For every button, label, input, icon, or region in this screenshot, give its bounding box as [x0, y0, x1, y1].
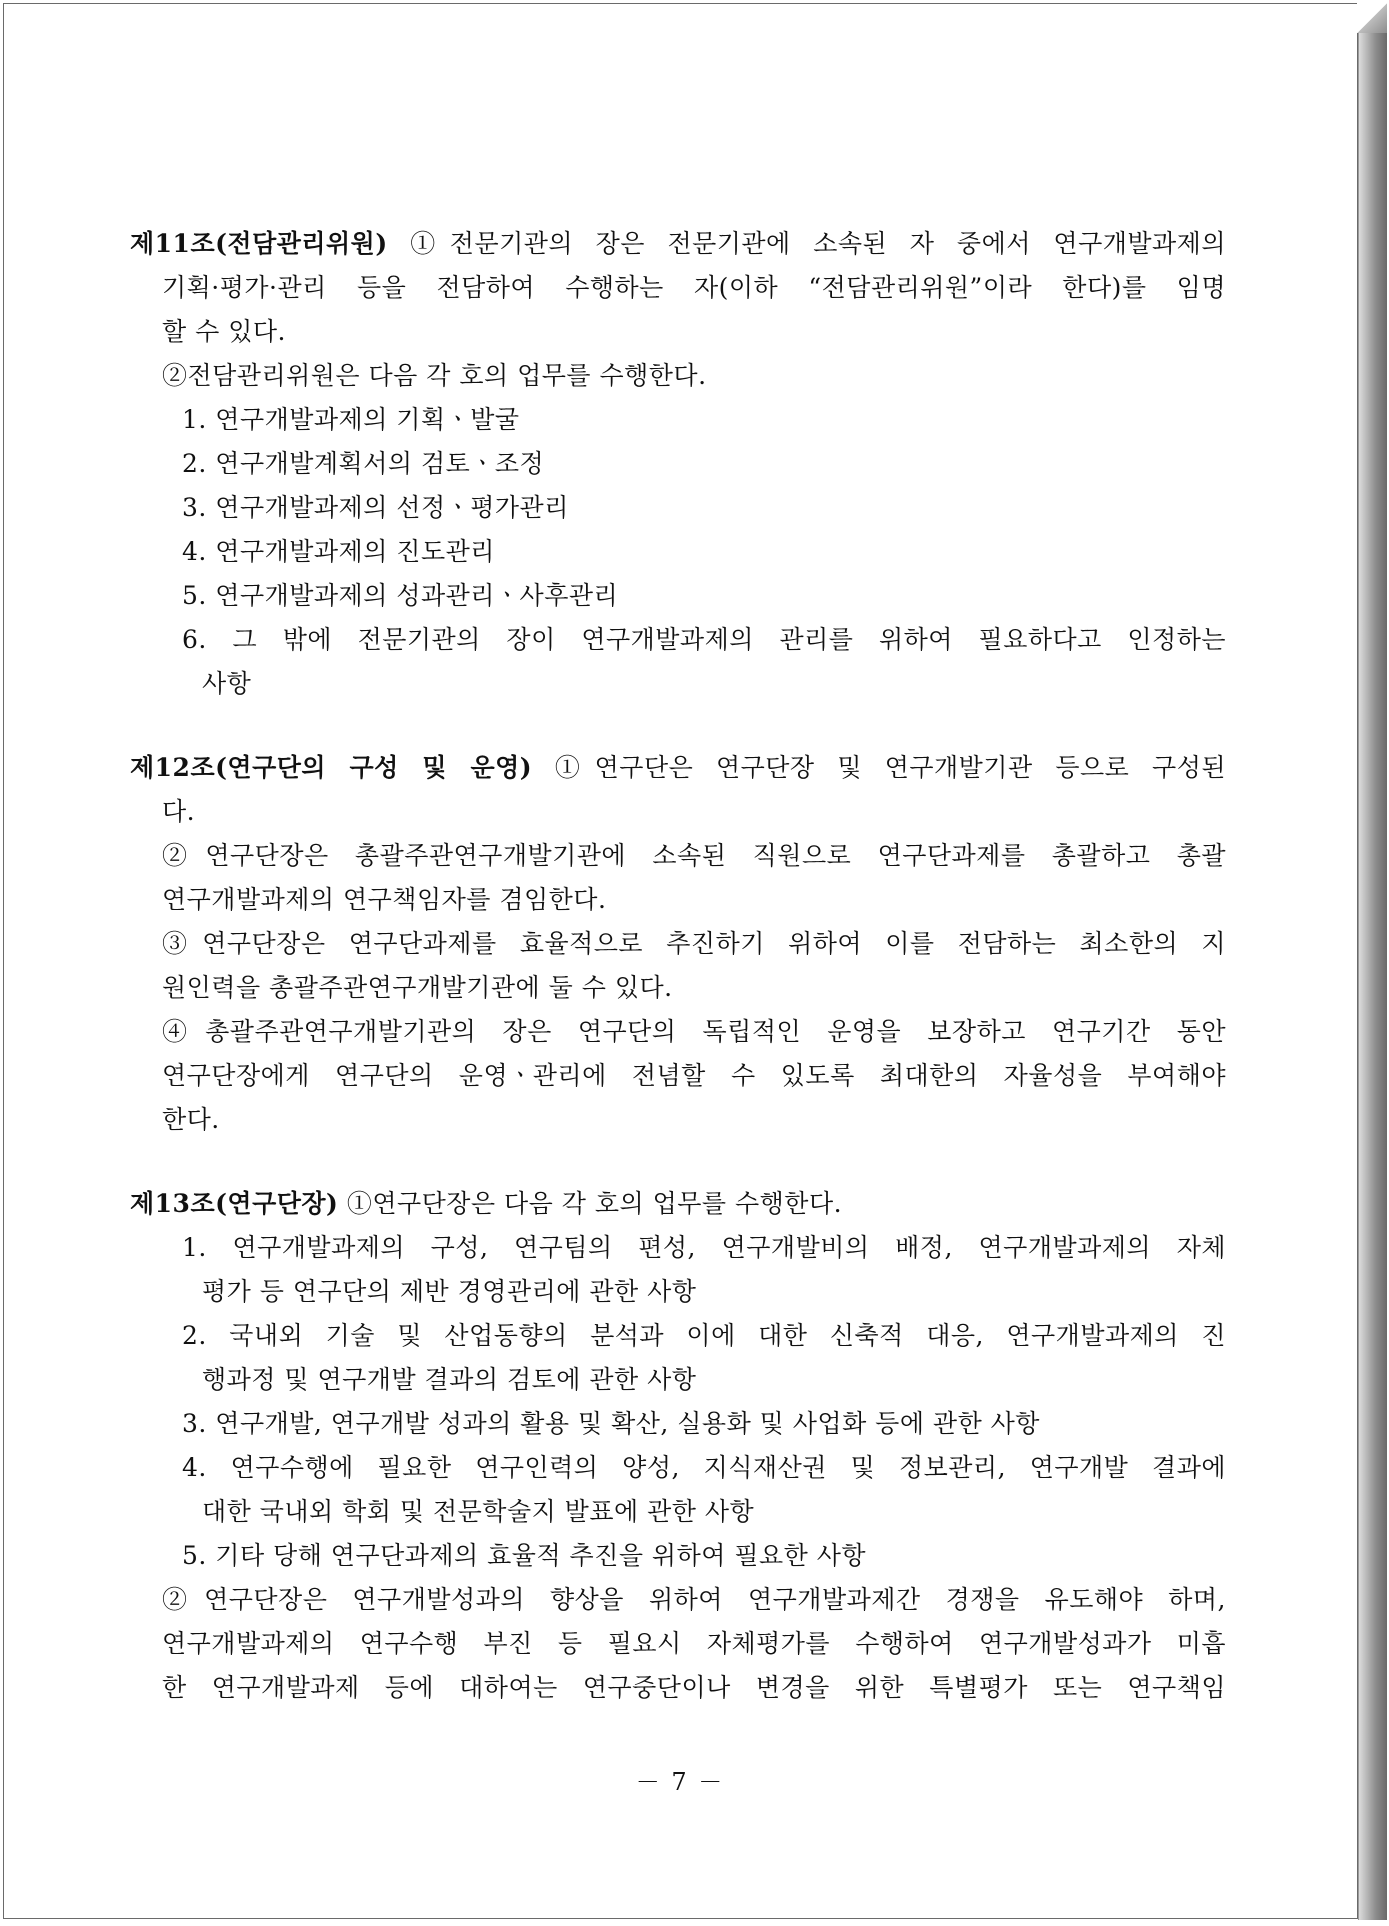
article-13: [130, 1182, 1226, 1710]
article-13-text: ①연구단장은 다음 각 호의 업무를 수행한다.: [346, 1189, 843, 1218]
article-11-item-6-cont: 사항: [202, 669, 252, 698]
article-12-line: 연구단장에게 연구단의 운영ㆍ관리에 전념할 수 있도록 최대한의 자율성을 부여해야: [162, 1061, 1226, 1090]
article-13-line: 연구개발과제의 연구수행 부진 등 필요시 자체평가를 수행하여 연구개발성과가 미흡: [162, 1629, 1226, 1658]
article-12-line: 다.: [162, 797, 196, 826]
article-12-line: 한다.: [162, 1105, 220, 1134]
article-12-first-line: [130, 746, 1226, 790]
article-11-line: 기획·평가·관리 등을 전담하여 수행하는 자(이하 “전담관리위원”이라 한다)를 임명: [162, 273, 1226, 302]
article-13-item-1: 1. 연구개발과제의 구성, 연구팀의 편성, 연구개발비의 배정, 연구개발과제의 자체: [182, 1233, 1226, 1262]
article-11-item-1: 1. 연구개발과제의 기획ㆍ발굴: [182, 405, 520, 434]
article-13-item-3: 3. 연구개발, 연구개발 성과의 활용 및 확산, 실용화 및 사업화 등에 관한 사항: [182, 1409, 1040, 1438]
article-13-item-1-cont: 평가 등 연구단의 제반 경영관리에 관한 사항: [202, 1277, 697, 1306]
page-curl: [1357, 3, 1387, 33]
article-11-item-2: 2. 연구개발계획서의 검토ㆍ조정: [182, 449, 545, 478]
article-13-item-4: 4. 연구수행에 필요한 연구인력의 양성, 지식재산권 및 정보관리, 연구개발 결과에: [182, 1453, 1226, 1482]
article-12-paragraph-2: ②연구단장은 총괄주관연구개발기관에 소속된 직원으로 연구단과제를 총괄하고 총괄: [162, 841, 1226, 870]
article-11-paragraph-2: ②전담관리위원은 다음 각 호의 업무를 수행한다.: [162, 361, 707, 390]
article-13-heading: 제13조(연구단장): [130, 1189, 339, 1218]
article-11-line: 할 수 있다.: [162, 317, 286, 346]
article-11-text: ①전문기관의 장은 전문기관에 소속된 자 중에서 연구개발과제의: [410, 229, 1226, 258]
article-12-text: ①연구단은 연구단장 및 연구개발기관 등으로 구성된: [554, 753, 1226, 782]
article-13-item-2: 2. 국내외 기술 및 산업동향의 분석과 이에 대한 신축적 대응, 연구개발과제의 진: [182, 1321, 1226, 1350]
article-12-line: 원인력을 총괄주관연구개발기관에 둘 수 있다.: [162, 973, 673, 1002]
article-13-line: 한 연구개발과제 등에 대하여는 연구중단이나 변경을 위한 특별평가 또는 연구책임: [162, 1673, 1226, 1702]
article-11-item-5: 5. 연구개발과제의 성과관리ㆍ사후관리: [182, 581, 619, 610]
article-11-item-3: 3. 연구개발과제의 선정ㆍ평가관리: [182, 493, 569, 522]
article-12-paragraph-4: ④총괄주관연구개발기관의 장은 연구단의 독립적인 운영을 보장하고 연구기간 동안: [162, 1017, 1226, 1046]
article-11-heading: 제11조(전담관리위원): [130, 229, 388, 258]
page-number: － 7 －: [635, 1768, 725, 1796]
article-12-heading: 제12조(연구단의 구성 및 운영): [130, 753, 533, 782]
document-body: [130, 222, 1226, 1710]
article-12-line: 연구개발과제의 연구책임자를 겸임한다.: [162, 885, 607, 914]
page-edge-shadow: [1358, 6, 1387, 1920]
article-11-first-line: [130, 222, 1226, 266]
article-13-item-5: 5. 기타 당해 연구단과제의 효율적 추진을 위하여 필요한 사항: [182, 1541, 867, 1570]
article-13-paragraph-2: ②연구단장은 연구개발성과의 향상을 위하여 연구개발과제간 경쟁을 유도해야 하며,: [162, 1585, 1226, 1614]
article-11-item-4: 4. 연구개발과제의 진도관리: [182, 537, 495, 566]
article-12-paragraph-3: ③연구단장은 연구단과제를 효율적으로 추진하기 위하여 이를 전담하는 최소한의 지: [162, 929, 1226, 958]
article-13-item-4-cont: 대한 국내외 학회 및 전문학술지 발표에 관한 사항: [202, 1497, 755, 1526]
article-13-first-line: [130, 1182, 1226, 1226]
article-11-item-6: 6. 그 밖에 전문기관의 장이 연구개발과제의 관리를 위하여 필요하다고 인정하는: [182, 625, 1226, 654]
article-13-item-2-cont: 행과정 및 연구개발 결과의 검토에 관한 사항: [202, 1365, 697, 1394]
article-12: [130, 746, 1226, 1142]
article-11: [130, 222, 1226, 706]
